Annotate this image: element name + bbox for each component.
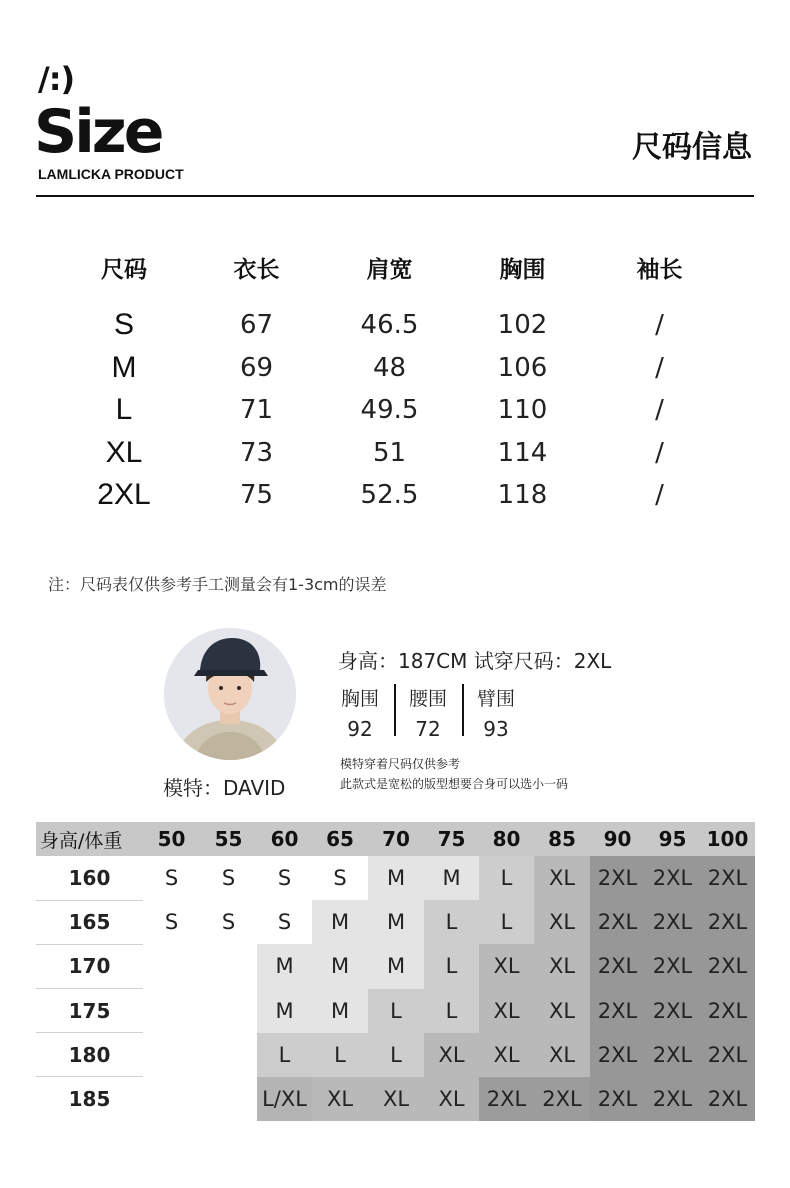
model-measurement <box>326 684 394 741</box>
grid-size-cell: 2XL <box>645 1033 700 1077</box>
grid-size-cell <box>200 944 257 988</box>
size-chart-header-cell: 衣长 <box>233 256 280 283</box>
grid-weight-header: 75 <box>424 822 479 856</box>
size-chart-cell: 110 <box>497 395 548 426</box>
size-chart-cell: 69 <box>239 352 274 383</box>
grid-size-cell: 2XL <box>700 989 755 1033</box>
size-chart-cell: 75 <box>239 480 274 511</box>
grid-size-cell <box>143 944 200 988</box>
size-chart-cell: 73 <box>239 437 274 468</box>
grid-size-cell: 2XL <box>590 900 645 944</box>
model-name-label: 模特：DAVID <box>163 776 286 800</box>
grid-size-cell: S <box>200 856 257 900</box>
grid-size-cell: 2XL <box>645 856 700 900</box>
grid-size-cell: XL <box>534 900 590 944</box>
grid-size-cell <box>143 989 200 1033</box>
grid-size-cell: 2XL <box>479 1077 534 1121</box>
grid-size-cell: XL <box>534 856 590 900</box>
measurement-note: 注：尺码表仅供参考手工测量会有1-3cm的误差 <box>48 575 387 594</box>
grid-size-cell: L <box>368 989 424 1033</box>
size-chart-header-row <box>58 242 730 292</box>
size-chart-cell: 71 <box>239 395 274 426</box>
grid-size-cell: 2XL <box>590 1033 645 1077</box>
size-chart-row <box>58 347 730 390</box>
grid-weight-header: 95 <box>645 822 700 856</box>
grid-size-cell: L/XL <box>257 1077 312 1121</box>
grid-row <box>36 900 755 944</box>
grid-size-cell: L <box>424 989 479 1033</box>
model-height-size: 身高：187CM 试穿尺码：2XL <box>338 649 612 673</box>
model-measurement-label: 臂围 <box>476 688 515 710</box>
size-chart-header-cell: 胸围 <box>499 256 546 283</box>
grid-size-cell: M <box>312 900 368 944</box>
grid-size-cell <box>200 1077 257 1121</box>
grid-size-cell <box>143 1077 200 1121</box>
size-chart-cell: 48 <box>372 352 407 383</box>
size-chart-header-cell: 袖长 <box>636 256 683 283</box>
size-chart-cell: / <box>655 437 664 468</box>
model-measurement-label: 腰围 <box>408 688 447 710</box>
grid-size-cell: XL <box>424 1033 479 1077</box>
size-chart-cell: / <box>655 352 664 383</box>
grid-size-cell: M <box>312 989 368 1033</box>
size-chart-cell: / <box>655 480 664 511</box>
size-recommendation-table <box>36 822 755 1121</box>
grid-size-cell: L <box>424 900 479 944</box>
size-chart-size-cell: S <box>113 308 134 342</box>
grid-size-cell: 2XL <box>590 944 645 988</box>
grid-size-cell: 2XL <box>700 1033 755 1077</box>
grid-weight-header: 65 <box>312 822 368 856</box>
grid-size-cell: XL <box>312 1077 368 1121</box>
grid-size-cell: 2XL <box>645 1077 700 1121</box>
grid-size-cell: XL <box>534 989 590 1033</box>
size-chart-size-cell: L <box>115 393 133 427</box>
size-chart-header-cell: 肩宽 <box>366 256 413 283</box>
model-measurement-value: 72 <box>415 717 441 741</box>
grid-row <box>36 944 755 988</box>
grid-size-cell: XL <box>368 1077 424 1121</box>
grid-size-cell: L <box>368 1033 424 1077</box>
header-divider <box>36 195 754 197</box>
grid-row <box>36 989 755 1033</box>
grid-size-cell: 2XL <box>700 900 755 944</box>
grid-size-cell: M <box>257 989 312 1033</box>
grid-size-cell: 2XL <box>645 944 700 988</box>
grid-size-cell: 2XL <box>645 989 700 1033</box>
grid-height-label: 185 <box>68 1087 111 1112</box>
grid-height-label: 170 <box>36 944 143 988</box>
model-note-line: 此款式是宽松的版型想要合身可以选小一码 <box>340 777 569 791</box>
grid-size-cell: L <box>424 944 479 988</box>
grid-weight-header: 70 <box>368 822 424 856</box>
size-chart-row <box>58 474 730 517</box>
grid-weight-header: 90 <box>590 822 645 856</box>
grid-size-cell: 2XL <box>590 989 645 1033</box>
model-measurement-label: 胸围 <box>340 688 379 710</box>
grid-size-cell: M <box>257 944 312 988</box>
size-chart-size-cell: M <box>111 350 137 384</box>
size-chart-size-cell: 2XL <box>97 478 151 512</box>
page-title: 尺码信息 <box>632 130 752 165</box>
grid-size-cell: 2XL <box>590 856 645 900</box>
grid-size-cell: L <box>312 1033 368 1077</box>
grid-size-cell: M <box>424 856 479 900</box>
grid-size-cell: S <box>257 900 312 944</box>
grid-weight-header: 50 <box>143 822 200 856</box>
grid-size-cell: S <box>312 856 368 900</box>
model-avatar <box>164 628 296 760</box>
grid-weight-header: 80 <box>479 822 534 856</box>
grid-size-cell: L <box>479 856 534 900</box>
model-measurement-value: 93 <box>483 717 509 741</box>
grid-size-cell <box>143 1033 200 1077</box>
grid-size-cell: 2XL <box>700 944 755 988</box>
grid-size-cell <box>200 1033 257 1077</box>
size-chart-row <box>58 304 730 347</box>
brand-logo-mark: /:) <box>38 60 75 98</box>
grid-size-cell: XL <box>479 989 534 1033</box>
model-note-line: 模特穿着尺码仅供参考 <box>340 757 461 771</box>
grid-height-label: 180 <box>36 1033 143 1077</box>
size-chart-cell: 49.5 <box>360 395 419 426</box>
grid-size-cell: XL <box>534 1033 590 1077</box>
size-chart-cell: 52.5 <box>360 480 419 511</box>
size-chart-cell: / <box>655 395 664 426</box>
size-chart-table <box>58 242 730 517</box>
size-chart-cell: 46.5 <box>360 310 419 341</box>
grid-size-cell <box>200 989 257 1033</box>
model-portrait-illustration <box>164 628 296 760</box>
grid-size-cell: S <box>143 900 200 944</box>
grid-size-cell: 2XL <box>590 1077 645 1121</box>
grid-weight-header: 60 <box>257 822 312 856</box>
grid-corner-label: 身高/体重 <box>36 822 143 856</box>
size-chart-cell: 102 <box>497 310 548 341</box>
size-chart-header-cell: 尺码 <box>101 256 147 283</box>
grid-size-cell: XL <box>479 944 534 988</box>
grid-size-cell: S <box>257 856 312 900</box>
size-chart-cell: 67 <box>239 310 274 341</box>
grid-size-cell: M <box>368 944 424 988</box>
size-chart-cell: / <box>655 310 664 341</box>
grid-size-cell: L <box>257 1033 312 1077</box>
size-chart-row <box>58 389 730 432</box>
grid-weight-header: 100 <box>700 822 755 856</box>
grid-size-cell: 2XL <box>700 1077 755 1121</box>
grid-size-cell: XL <box>534 944 590 988</box>
grid-weight-header: 85 <box>534 822 590 856</box>
model-measurement <box>462 684 530 741</box>
grid-height-label: 165 <box>36 900 143 944</box>
grid-size-cell: S <box>143 856 200 900</box>
brand-subtitle: LAMLICKA PRODUCT <box>38 166 184 182</box>
grid-size-cell: XL <box>479 1033 534 1077</box>
model-measurement-value: 92 <box>347 717 373 741</box>
grid-size-cell: S <box>200 900 257 944</box>
grid-size-cell: M <box>368 856 424 900</box>
grid-size-cell: 2XL <box>645 900 700 944</box>
size-chart-cell: 106 <box>497 352 548 383</box>
size-chart-size-cell: XL <box>105 435 143 469</box>
size-chart-cell: 51 <box>372 437 407 468</box>
grid-header-row <box>36 822 755 856</box>
grid-row <box>36 856 755 900</box>
grid-row <box>36 1077 755 1121</box>
size-chart-cell: 118 <box>497 480 548 511</box>
brand-logo-word: Size <box>34 97 162 167</box>
grid-size-cell: 2XL <box>700 856 755 900</box>
grid-row <box>36 1033 755 1077</box>
size-chart-cell: 114 <box>497 437 548 468</box>
grid-size-cell: M <box>368 900 424 944</box>
grid-size-cell: M <box>312 944 368 988</box>
grid-height-label: 175 <box>36 989 143 1033</box>
grid-height-label: 160 <box>36 856 143 900</box>
grid-size-cell: 2XL <box>534 1077 590 1121</box>
model-measurement <box>394 684 462 741</box>
grid-size-cell: L <box>479 900 534 944</box>
size-chart-row <box>58 432 730 475</box>
grid-size-cell: XL <box>424 1077 479 1121</box>
grid-weight-header: 55 <box>200 822 257 856</box>
